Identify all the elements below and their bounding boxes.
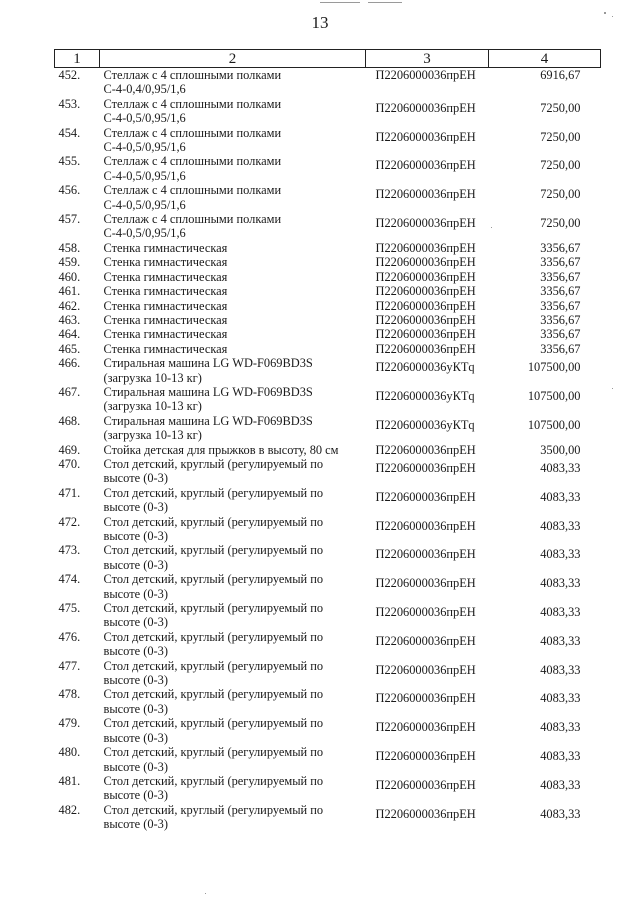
table-body: [55, 68, 601, 832]
item-name-line: Стол детский, круглый (регулируемый по: [103, 485, 324, 500]
item-price: 4083,33: [540, 720, 581, 735]
item-name: [100, 659, 366, 688]
table-row: [55, 601, 601, 630]
inventory-code: П2206000036прЕН: [375, 460, 476, 475]
inventory-code: П2206000036прЕН: [375, 312, 476, 327]
item-name: [100, 414, 366, 443]
inventory-code: П2206000036прЕН: [375, 240, 476, 255]
inventory-code: П2206000036прЕН: [375, 100, 476, 115]
item-name-line: Стиральная машина LG WD-F069BD3S: [103, 384, 313, 399]
item-name: [100, 803, 366, 832]
item-name-line: Стойка детская для прыжков в высоту, 80 см: [103, 442, 339, 457]
item-name-line: Стиральная машина LG WD-F069BD3S: [103, 413, 313, 428]
item-spec-line: (загрузка 10-13 кг): [103, 370, 202, 385]
scan-speck: [205, 893, 206, 894]
table-row: [55, 356, 601, 385]
inventory-code: П2206000036прЕН: [375, 691, 476, 706]
item-name-line: Стенка гимнастическая: [103, 284, 228, 299]
inventory-code: П2206000036прЕН: [375, 187, 476, 202]
item-spec-line: высоте (0-3): [103, 701, 168, 716]
item-spec-line: (загрузка 10-13 кг): [103, 399, 202, 414]
item-spec-line: высоте (0-3): [103, 615, 168, 630]
row-number: 455.: [58, 154, 81, 169]
row-number: 462.: [58, 298, 81, 313]
row-number: 466.: [58, 356, 81, 371]
inventory-code: П2206000036уКТq: [375, 417, 475, 432]
item-name-line: Стеллаж с 4 сплошными полками: [103, 212, 282, 227]
row-number: 463.: [58, 312, 81, 327]
item-name-line: Стенка гимнастическая: [103, 240, 228, 255]
table-row: [55, 515, 601, 544]
item-name: [100, 745, 366, 774]
inventory-code: П2206000036прЕН: [375, 633, 476, 648]
item-name-line: Стол детский, круглый (регулируемый по: [103, 687, 324, 702]
item-name-line: Стол детский, круглый (регулируемый по: [103, 456, 324, 471]
item-price: 4083,33: [540, 605, 581, 620]
inventory-code: П2206000036прЕН: [375, 489, 476, 504]
inventory-code: П2206000036прЕН: [375, 68, 476, 82]
item-name: [100, 97, 366, 126]
item-spec-line: высоте (0-3): [103, 500, 168, 515]
item-name: [100, 154, 366, 183]
table-row: [55, 126, 601, 155]
table-row: [55, 97, 601, 126]
item-name-line: Стенка гимнастическая: [103, 269, 228, 284]
row-number: 474.: [58, 572, 81, 587]
row-number: 472.: [58, 514, 81, 529]
item-name: [100, 313, 366, 327]
inventory-code: П2206000036прЕН: [375, 327, 476, 342]
item-price: 3356,67: [540, 298, 581, 313]
item-spec-line: высоте (0-3): [103, 673, 168, 688]
item-name: [100, 543, 366, 572]
inventory-code: П2206000036прЕН: [375, 269, 476, 284]
item-spec-line: С-4-0,5/0,95/1,6: [103, 197, 186, 212]
item-name-line: Стеллаж с 4 сплошными полками: [103, 154, 282, 169]
row-number: 459.: [58, 255, 81, 270]
item-price: 3500,00: [540, 442, 581, 457]
item-name-line: Стенка гимнастическая: [103, 312, 228, 327]
item-price: 7250,00: [540, 158, 581, 173]
item-name: [100, 68, 366, 97]
scan-artifact-line: [368, 2, 402, 3]
item-name: [100, 687, 366, 716]
item-price: 3356,67: [540, 240, 581, 255]
item-name-line: Стенка гимнастическая: [103, 327, 228, 342]
row-number: 473.: [58, 543, 81, 558]
item-price: 4083,33: [540, 662, 581, 677]
item-name: [100, 385, 366, 414]
item-spec-line: высоте (0-3): [103, 529, 168, 543]
scan-artifact-line: [320, 2, 360, 3]
inventory-code: П2206000036прЕН: [375, 255, 476, 270]
table-row: [55, 255, 601, 269]
table-row: [55, 457, 601, 486]
table-row: [55, 745, 601, 774]
document-table: [54, 49, 601, 832]
item-name-line: Стенка гимнастическая: [103, 298, 228, 313]
inventory-code: П2206000036прЕН: [375, 605, 476, 620]
item-name: [100, 601, 366, 630]
item-name-line: Стеллаж с 4 сплошными полками: [103, 125, 282, 140]
inventory-code: П2206000036прЕН: [375, 216, 476, 231]
inventory-code: П2206000036прЕН: [375, 158, 476, 173]
item-spec-line: высоте (0-3): [103, 788, 168, 803]
row-number: 460.: [58, 269, 81, 284]
item-price: 6916,67: [540, 68, 581, 82]
table-header-row: [55, 50, 601, 68]
item-name-line: Стол детский, круглый (регулируемый по: [103, 745, 324, 760]
row-number: 478.: [58, 687, 81, 702]
table-row: [55, 659, 601, 688]
item-name-line: Стол детский, круглый (регулируемый по: [103, 514, 324, 529]
row-number: 452.: [58, 68, 81, 82]
item-spec-line: высоте (0-3): [103, 759, 168, 774]
inventory-code: П2206000036уКТq: [375, 388, 475, 403]
item-name: [100, 716, 366, 745]
item-price: 4083,33: [540, 806, 581, 821]
item-name: [100, 212, 366, 241]
table-row: [55, 342, 601, 356]
inventory-code: П2206000036прЕН: [375, 284, 476, 299]
item-price: 3356,67: [540, 255, 581, 270]
row-number: 479.: [58, 716, 81, 731]
row-number: 476.: [58, 629, 81, 644]
item-name-line: Стол детский, круглый (регулируемый по: [103, 658, 324, 673]
item-spec-line: С-4-0,5/0,95/1,6: [103, 111, 186, 126]
item-name: [100, 183, 366, 212]
row-number: 469.: [58, 442, 81, 457]
row-number: 481.: [58, 773, 81, 788]
item-spec-line: высоте (0-3): [103, 557, 168, 572]
item-spec-line: высоте (0-3): [103, 586, 168, 601]
item-spec-line: (загрузка 10-13 кг): [103, 428, 202, 443]
item-price: 7250,00: [540, 216, 581, 231]
item-name: [100, 342, 366, 356]
item-name-line: Стеллаж с 4 сплошными полками: [103, 96, 282, 111]
page-number: 13: [311, 13, 329, 32]
inventory-code: П2206000036прЕН: [375, 129, 476, 144]
item-spec-line: высоте (0-3): [103, 644, 168, 659]
item-name: [100, 255, 366, 269]
item-spec-line: высоте (0-3): [103, 730, 168, 745]
item-spec-line: С-4-0,5/0,95/1,6: [103, 226, 186, 241]
inventory-code: П2206000036прЕН: [375, 749, 476, 764]
table-row: [55, 414, 601, 443]
table-row: [55, 543, 601, 572]
item-name-line: Стенка гимнастическая: [103, 255, 228, 270]
item-price: 7250,00: [540, 187, 581, 202]
row-number: 480.: [58, 745, 81, 760]
table-row: [55, 241, 601, 255]
table-row: [55, 154, 601, 183]
item-name-line: Стол детский, круглый (регулируемый по: [103, 773, 324, 788]
row-number: 471.: [58, 485, 81, 500]
item-price: 107500,00: [527, 417, 581, 432]
table-row: [55, 385, 601, 414]
item-name-line: Стеллаж с 4 сплошными полками: [103, 68, 282, 82]
item-price: 107500,00: [527, 360, 581, 375]
item-name: [100, 299, 366, 313]
inventory-code: П2206000036прЕН: [375, 806, 476, 821]
item-name: [100, 327, 366, 341]
row-number: 467.: [58, 384, 81, 399]
item-name: [100, 284, 366, 298]
item-price: 4083,33: [540, 547, 581, 562]
table-row: [55, 716, 601, 745]
inventory-code: П2206000036прЕН: [375, 662, 476, 677]
item-price: 3356,67: [540, 284, 581, 299]
item-name-line: Стенка гимнастическая: [103, 341, 228, 356]
item-name: [100, 630, 366, 659]
row-number: 464.: [58, 327, 81, 342]
item-name: [100, 457, 366, 486]
item-price: 3356,67: [540, 269, 581, 284]
row-number: 456.: [58, 183, 81, 198]
row-number: 465.: [58, 341, 81, 356]
item-price: 4083,33: [540, 460, 581, 475]
item-price: 3356,67: [540, 312, 581, 327]
item-name: [100, 515, 366, 544]
inventory-code: П2206000036прЕН: [375, 777, 476, 792]
row-number: 477.: [58, 658, 81, 673]
item-name: [100, 572, 366, 601]
table-row: [55, 572, 601, 601]
row-number: 454.: [58, 125, 81, 140]
item-name: [100, 486, 366, 515]
item-name-line: Стол детский, круглый (регулируемый по: [103, 716, 324, 731]
inventory-code: П2206000036прЕН: [375, 341, 476, 356]
item-name-line: Стеллаж с 4 сплошными полками: [103, 183, 282, 198]
column-header-4: 4: [489, 50, 601, 68]
table-row: [55, 327, 601, 341]
row-number: 458.: [58, 240, 81, 255]
item-name-line: Стиральная машина LG WD-F069BD3S: [103, 356, 313, 371]
table-row: [55, 299, 601, 313]
item-price: 7250,00: [540, 129, 581, 144]
item-spec-line: высоте (0-3): [103, 471, 168, 486]
item-name-line: Стол детский, круглый (регулируемый по: [103, 629, 324, 644]
item-price: 3356,67: [540, 341, 581, 356]
table-row: [55, 443, 601, 457]
table-row: [55, 68, 601, 97]
item-name: [100, 356, 366, 385]
row-number: 475.: [58, 601, 81, 616]
inventory-code: П2206000036прЕН: [375, 576, 476, 591]
item-name: [100, 270, 366, 284]
table-row: [55, 687, 601, 716]
item-price: 4083,33: [540, 777, 581, 792]
item-price: 4083,33: [540, 749, 581, 764]
inventory-code: П2206000036прЕН: [375, 298, 476, 313]
inventory-code: П2206000036прЕН: [375, 442, 476, 457]
table-row: [55, 313, 601, 327]
item-price: 4083,33: [540, 633, 581, 648]
table-row: [55, 630, 601, 659]
table-row: [55, 270, 601, 284]
item-price: 3356,67: [540, 327, 581, 342]
item-spec-line: С-4-0,5/0,95/1,6: [103, 168, 186, 183]
row-number: 482.: [58, 802, 81, 817]
item-name-line: Стол детский, круглый (регулируемый по: [103, 802, 324, 817]
inventory-code: П2206000036прЕН: [375, 720, 476, 735]
table-row: [55, 803, 601, 832]
row-number: 457.: [58, 212, 81, 227]
row-number: 470.: [58, 456, 81, 471]
table-row: [55, 774, 601, 803]
item-spec-line: высоте (0-3): [103, 817, 168, 832]
row-number: 461.: [58, 284, 81, 299]
row-number: 453.: [58, 96, 81, 111]
item-name: [100, 241, 366, 255]
column-header-2: 2: [100, 50, 366, 68]
table-row: [55, 212, 601, 241]
table-row: [55, 183, 601, 212]
item-price: 4083,33: [540, 576, 581, 591]
row-number: 468.: [58, 413, 81, 428]
item-price: 4083,33: [540, 489, 581, 504]
item-price: 107500,00: [527, 388, 581, 403]
item-name-line: Стол детский, круглый (регулируемый по: [103, 572, 324, 587]
column-header-1: 1: [55, 50, 100, 68]
item-spec-line: С-4-0,4/0,95/1,6: [103, 82, 186, 97]
item-spec-line: С-4-0,5/0,95/1,6: [103, 140, 186, 155]
inventory-code: П2206000036прЕН: [375, 518, 476, 533]
inventory-code: П2206000036уКТq: [375, 360, 475, 375]
item-name-line: Стол детский, круглый (регулируемый по: [103, 543, 324, 558]
item-price: 4083,33: [540, 691, 581, 706]
item-name-line: Стол детский, круглый (регулируемый по: [103, 601, 324, 616]
item-price: 4083,33: [540, 518, 581, 533]
inventory-code: П2206000036прЕН: [375, 547, 476, 562]
table-row: [55, 284, 601, 298]
item-name: [100, 774, 366, 803]
item-price: 7250,00: [540, 100, 581, 115]
table-row: [55, 486, 601, 515]
item-name: [100, 443, 366, 457]
column-header-3: 3: [366, 50, 489, 68]
scan-speck: [612, 388, 613, 389]
item-name: [100, 126, 366, 155]
